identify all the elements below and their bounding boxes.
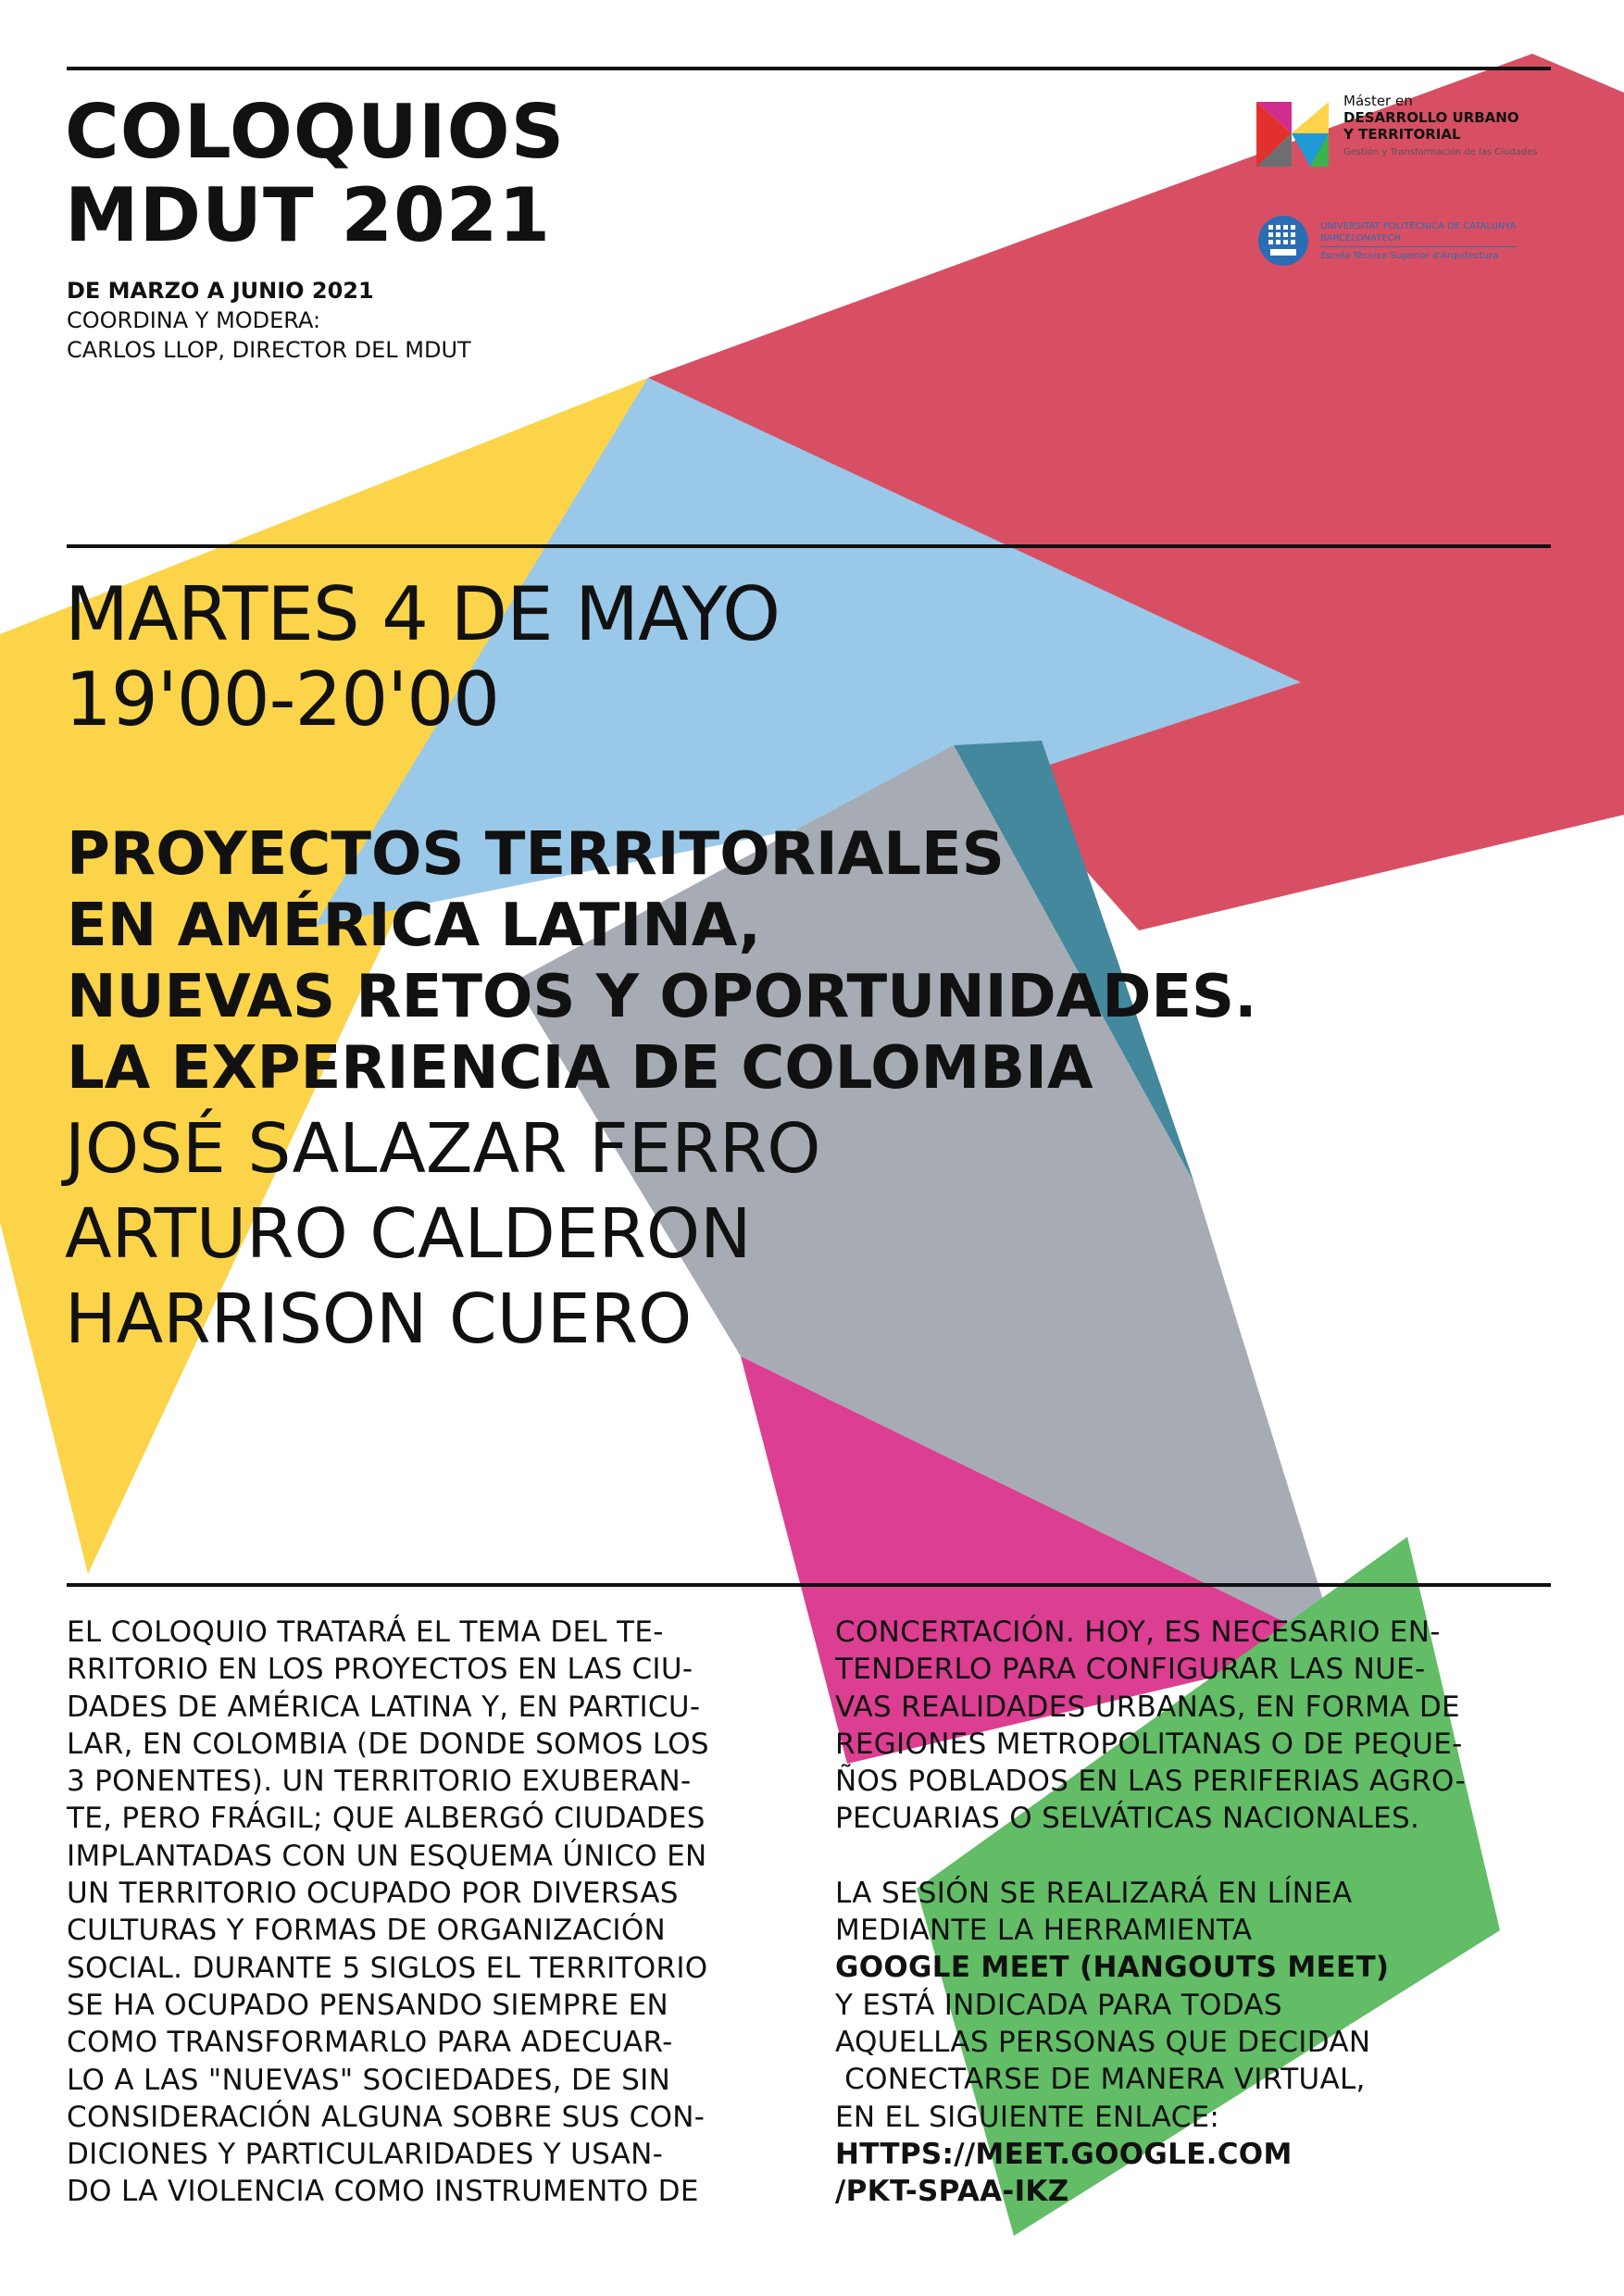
description-right-column: [835, 1614, 1466, 2210]
series-title-line-2: MDUT 2021: [65, 172, 552, 258]
event-date: MARTES 4 DE MAYO: [65, 571, 781, 657]
body-left-line: UN TERRITORIO OCUPADO POR DIVERSAS: [67, 1877, 679, 1911]
event-time: 19'00-20'00: [65, 656, 500, 742]
mdut-logo: [1255, 93, 1551, 176]
session-info-line: CONECTARSE DE MANERA VIRTUAL,: [835, 2063, 1366, 2097]
body-right-line: TENDERLO PARA CONFIGURAR LAS NUE-: [835, 1653, 1426, 1687]
description-left-column: [67, 1614, 709, 2211]
series-meta: [67, 276, 471, 365]
body-left-line: SOCIAL. DURANTE 5 SIGLOS EL TERRITORIO: [67, 1951, 708, 1985]
body-left-line: 3 PONENTES). UN TERRITORIO EXUBERAN-: [67, 1765, 692, 1799]
body-right-line: VAS REALIDADES URBANAS, EN FORMA DE: [835, 1690, 1460, 1724]
talk-title: [67, 819, 1256, 1104]
body-left-line: RRITORIO EN LOS PROYECTOS EN LAS CIU-: [67, 1653, 693, 1687]
coordination-line-1: COORDINA Y MODERA:: [67, 307, 321, 333]
tool-name: GOOGLE MEET (HANGOUTS MEET): [835, 1951, 1390, 1985]
speakers: [65, 1106, 821, 1362]
upc-logo-line-1: UNIVERSITAT POLITÈCNICA DE CATALUNYA: [1320, 221, 1517, 231]
series-title: [65, 91, 565, 257]
body-left-line: TE, PERO FRÁGIL; QUE ALBERGÓ CIUDADES: [67, 1802, 706, 1836]
coordination-line-2: CARLOS LLOP, DIRECTOR DEL MDUT: [67, 337, 471, 363]
upc-logo: [1257, 215, 1554, 270]
body-left-line: DADES DE AMÉRICA LATINA Y, EN PARTICU-: [67, 1690, 701, 1724]
series-title-line-1: COLOQUIOS: [65, 89, 566, 175]
mdut-logo-line-1: Máster en: [1343, 93, 1413, 109]
body-left-line: IMPLANTADAS CON UN ESQUEMA ÚNICO EN: [67, 1839, 707, 1873]
mdut-logo-line-4: Gestión y Transformación de las Ciudades: [1343, 147, 1538, 157]
body-right-line: CONCERTACIÓN. HOY, ES NECESARIO EN-: [835, 1616, 1441, 1649]
body-left-line: SE HA OCUPADO PENSANDO SIEMPRE EN: [67, 1988, 669, 2022]
middle-rule: [67, 544, 1551, 548]
paragraph-gap: [835, 1838, 1466, 1875]
lower-rule: [67, 1583, 1551, 1587]
meet-link-line-1[interactable]: HTTPS://MEET.GOOGLE.COM: [835, 2137, 1293, 2171]
mdut-logo-line-3: Y TERRITORIAL: [1343, 126, 1461, 143]
meet-link-line-2[interactable]: /PKT-SPAA-IKZ: [835, 2175, 1069, 2209]
talk-title-line-4: LA EXPERIENCIA DE COLOMBIA: [67, 1034, 1093, 1103]
talk-title-line-1: PROYECTOS TERRITORIALES: [67, 820, 1005, 889]
body-left-line: EL COLOQUIO TRATARÁ EL TEMA DEL TE-: [67, 1616, 664, 1649]
session-info-line: MEDIANTE LA HERRAMIENTA: [835, 1914, 1253, 1948]
body-right-line: REGIONES METROPOLITANAS O DE PEQUE-: [835, 1727, 1463, 1761]
talk-title-line-2: EN AMÉRICA LATINA,: [67, 892, 761, 960]
top-rule: [67, 67, 1551, 70]
speaker-3: HARRISON CUERO: [65, 1279, 693, 1359]
series-dates: DE MARZO A JUNIO 2021: [67, 278, 374, 304]
body-left-line: LAR, EN COLOMBIA (DE DONDE SOMOS LOS: [67, 1727, 709, 1761]
session-info-line: AQUELLAS PERSONAS QUE DECIDAN: [835, 2025, 1371, 2059]
speaker-1: JOSÉ SALAZAR FERRO: [65, 1109, 821, 1189]
body-left-line: DICIONES Y PARTICULARIDADES Y USAN-: [67, 2138, 664, 2172]
body-right-line: PECUARIAS O SELVÁTICAS NACIONALES.: [835, 1802, 1420, 1836]
event-datetime: [65, 572, 780, 742]
mdut-logo-line-2: DESARROLLO URBANO: [1343, 109, 1519, 126]
upc-logo-line-2: BARCELONATECH: [1320, 233, 1402, 243]
speaker-2: ARTURO CALDERON: [65, 1194, 752, 1274]
session-info-line: EN EL SIGUIENTE ENLACE:: [835, 2100, 1220, 2134]
body-left-line: COMO TRANSFORMARLO PARA ADECUAR-: [67, 2026, 673, 2060]
body-left-line: CONSIDERACIÓN ALGUNA SOBRE SUS CON-: [67, 2100, 706, 2134]
body-left-line: CULTURAS Y FORMAS DE ORGANIZACIÓN: [67, 1914, 667, 1948]
upc-logo-line-3: Escola Tècnica Superior d'Arquitectura: [1320, 251, 1499, 261]
mdut-logo-mark-icon: [1255, 96, 1330, 172]
upc-logo-seal-icon: [1257, 215, 1309, 267]
talk-title-line-3: NUEVAS RETOS Y OPORTUNIDADES.: [67, 963, 1257, 1031]
body-right-line: ÑOS POBLADOS EN LAS PERIFERIAS AGRO-: [835, 1765, 1467, 1799]
body-left-line: LO A LAS "NUEVAS" SOCIEDADES, DE SIN: [67, 2063, 671, 2097]
session-info-line: Y ESTÁ INDICADA PARA TODAS: [835, 1988, 1282, 2022]
session-info-line: LA SESIÓN SE REALIZARÁ EN LÍNEA: [835, 1876, 1353, 1910]
body-left-line: DO LA VIOLENCIA COMO INSTRUMENTO DE: [67, 2175, 699, 2209]
